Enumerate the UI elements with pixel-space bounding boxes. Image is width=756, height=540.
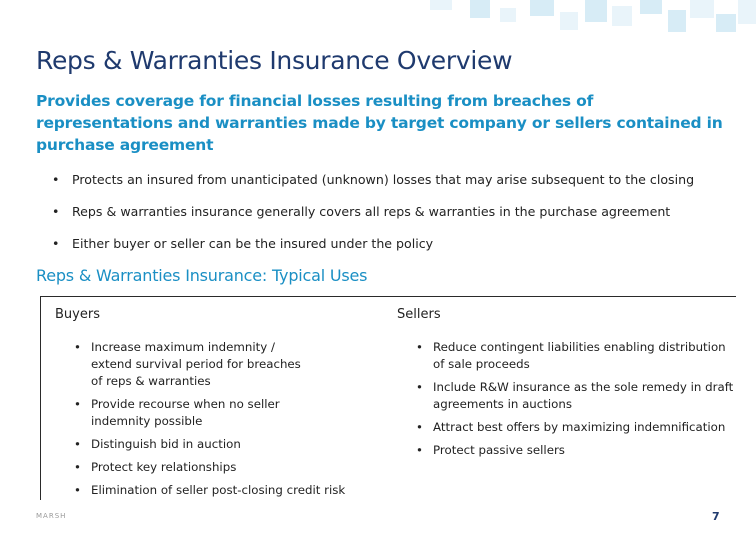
bullet-icon: • [74, 397, 81, 411]
page-number: 7 [712, 510, 720, 523]
list-item [74, 396, 314, 430]
bullet-text: Protects an insured from unanticipated (unknown) losses that may arise subsequent to the closing [72, 172, 695, 187]
list-item-text: Elimination of seller post-closing credit risk [91, 483, 346, 497]
list-item-text: Include R&W insurance as the sole remedy in draft agreements in auctions [433, 380, 734, 411]
sellers-heading: Sellers [397, 307, 441, 322]
bullet-text: Reps & warranties insurance generally covers all reps & warranties in the purchase agreement [72, 204, 671, 219]
intro-text: Provides coverage for financial losses resulting from breaches of representations and warranties made by target company or sellers contained in purchase agreement [36, 92, 723, 154]
list-item-text: Protect passive sellers [433, 443, 565, 457]
overview-bullet [52, 202, 742, 234]
bullet-icon: • [52, 204, 60, 219]
list-item [416, 442, 736, 459]
overview-bullet [52, 234, 742, 266]
bullet-icon: • [416, 420, 423, 434]
list-item [74, 459, 314, 476]
list-item-text: Attract best offers by maximizing indemnification [433, 420, 726, 434]
bullet-text: Either buyer or seller can be the insured under the policy [72, 236, 434, 251]
list-item-text: Increase maximum indemnity / extend survival period for breaches of reps & warranties [91, 340, 301, 388]
list-item-text: Reduce contingent liabilities enabling distribution of sale proceeds [433, 340, 726, 371]
list-item-text: Distinguish bid in auction [91, 437, 241, 451]
table-divider-horizontal [40, 296, 736, 297]
page-title: Reps & Warranties Insurance Overview [36, 46, 513, 75]
sellers-list [416, 339, 736, 459]
decorative-top-bar [0, 0, 756, 36]
bullet-icon: • [74, 483, 81, 497]
buyers-heading: Buyers [55, 307, 100, 322]
list-item-text: Protect key relationships [91, 460, 237, 474]
overview-bullets [52, 170, 742, 266]
list-item [74, 436, 314, 453]
list-item [74, 482, 346, 499]
list-item [416, 339, 736, 373]
bullet-icon: • [52, 236, 60, 251]
buyers-list [74, 339, 346, 499]
bullet-icon: • [416, 443, 423, 457]
marsh-logo: MARSH [36, 512, 67, 520]
list-item [74, 339, 314, 390]
overview-bullet [52, 170, 742, 202]
list-item [416, 379, 736, 413]
bullet-icon: • [74, 460, 81, 474]
bullet-icon: • [52, 172, 60, 187]
bullet-icon: • [74, 437, 81, 451]
uses-heading: Reps & Warranties Insurance: Typical Uses [36, 266, 368, 285]
bullet-icon: • [416, 340, 423, 354]
table-divider-vertical [40, 296, 41, 500]
list-item-text: Provide recourse when no seller indemnity possible [91, 397, 280, 428]
list-item [416, 419, 736, 436]
bullet-icon: • [74, 340, 81, 354]
bullet-icon: • [416, 380, 423, 394]
